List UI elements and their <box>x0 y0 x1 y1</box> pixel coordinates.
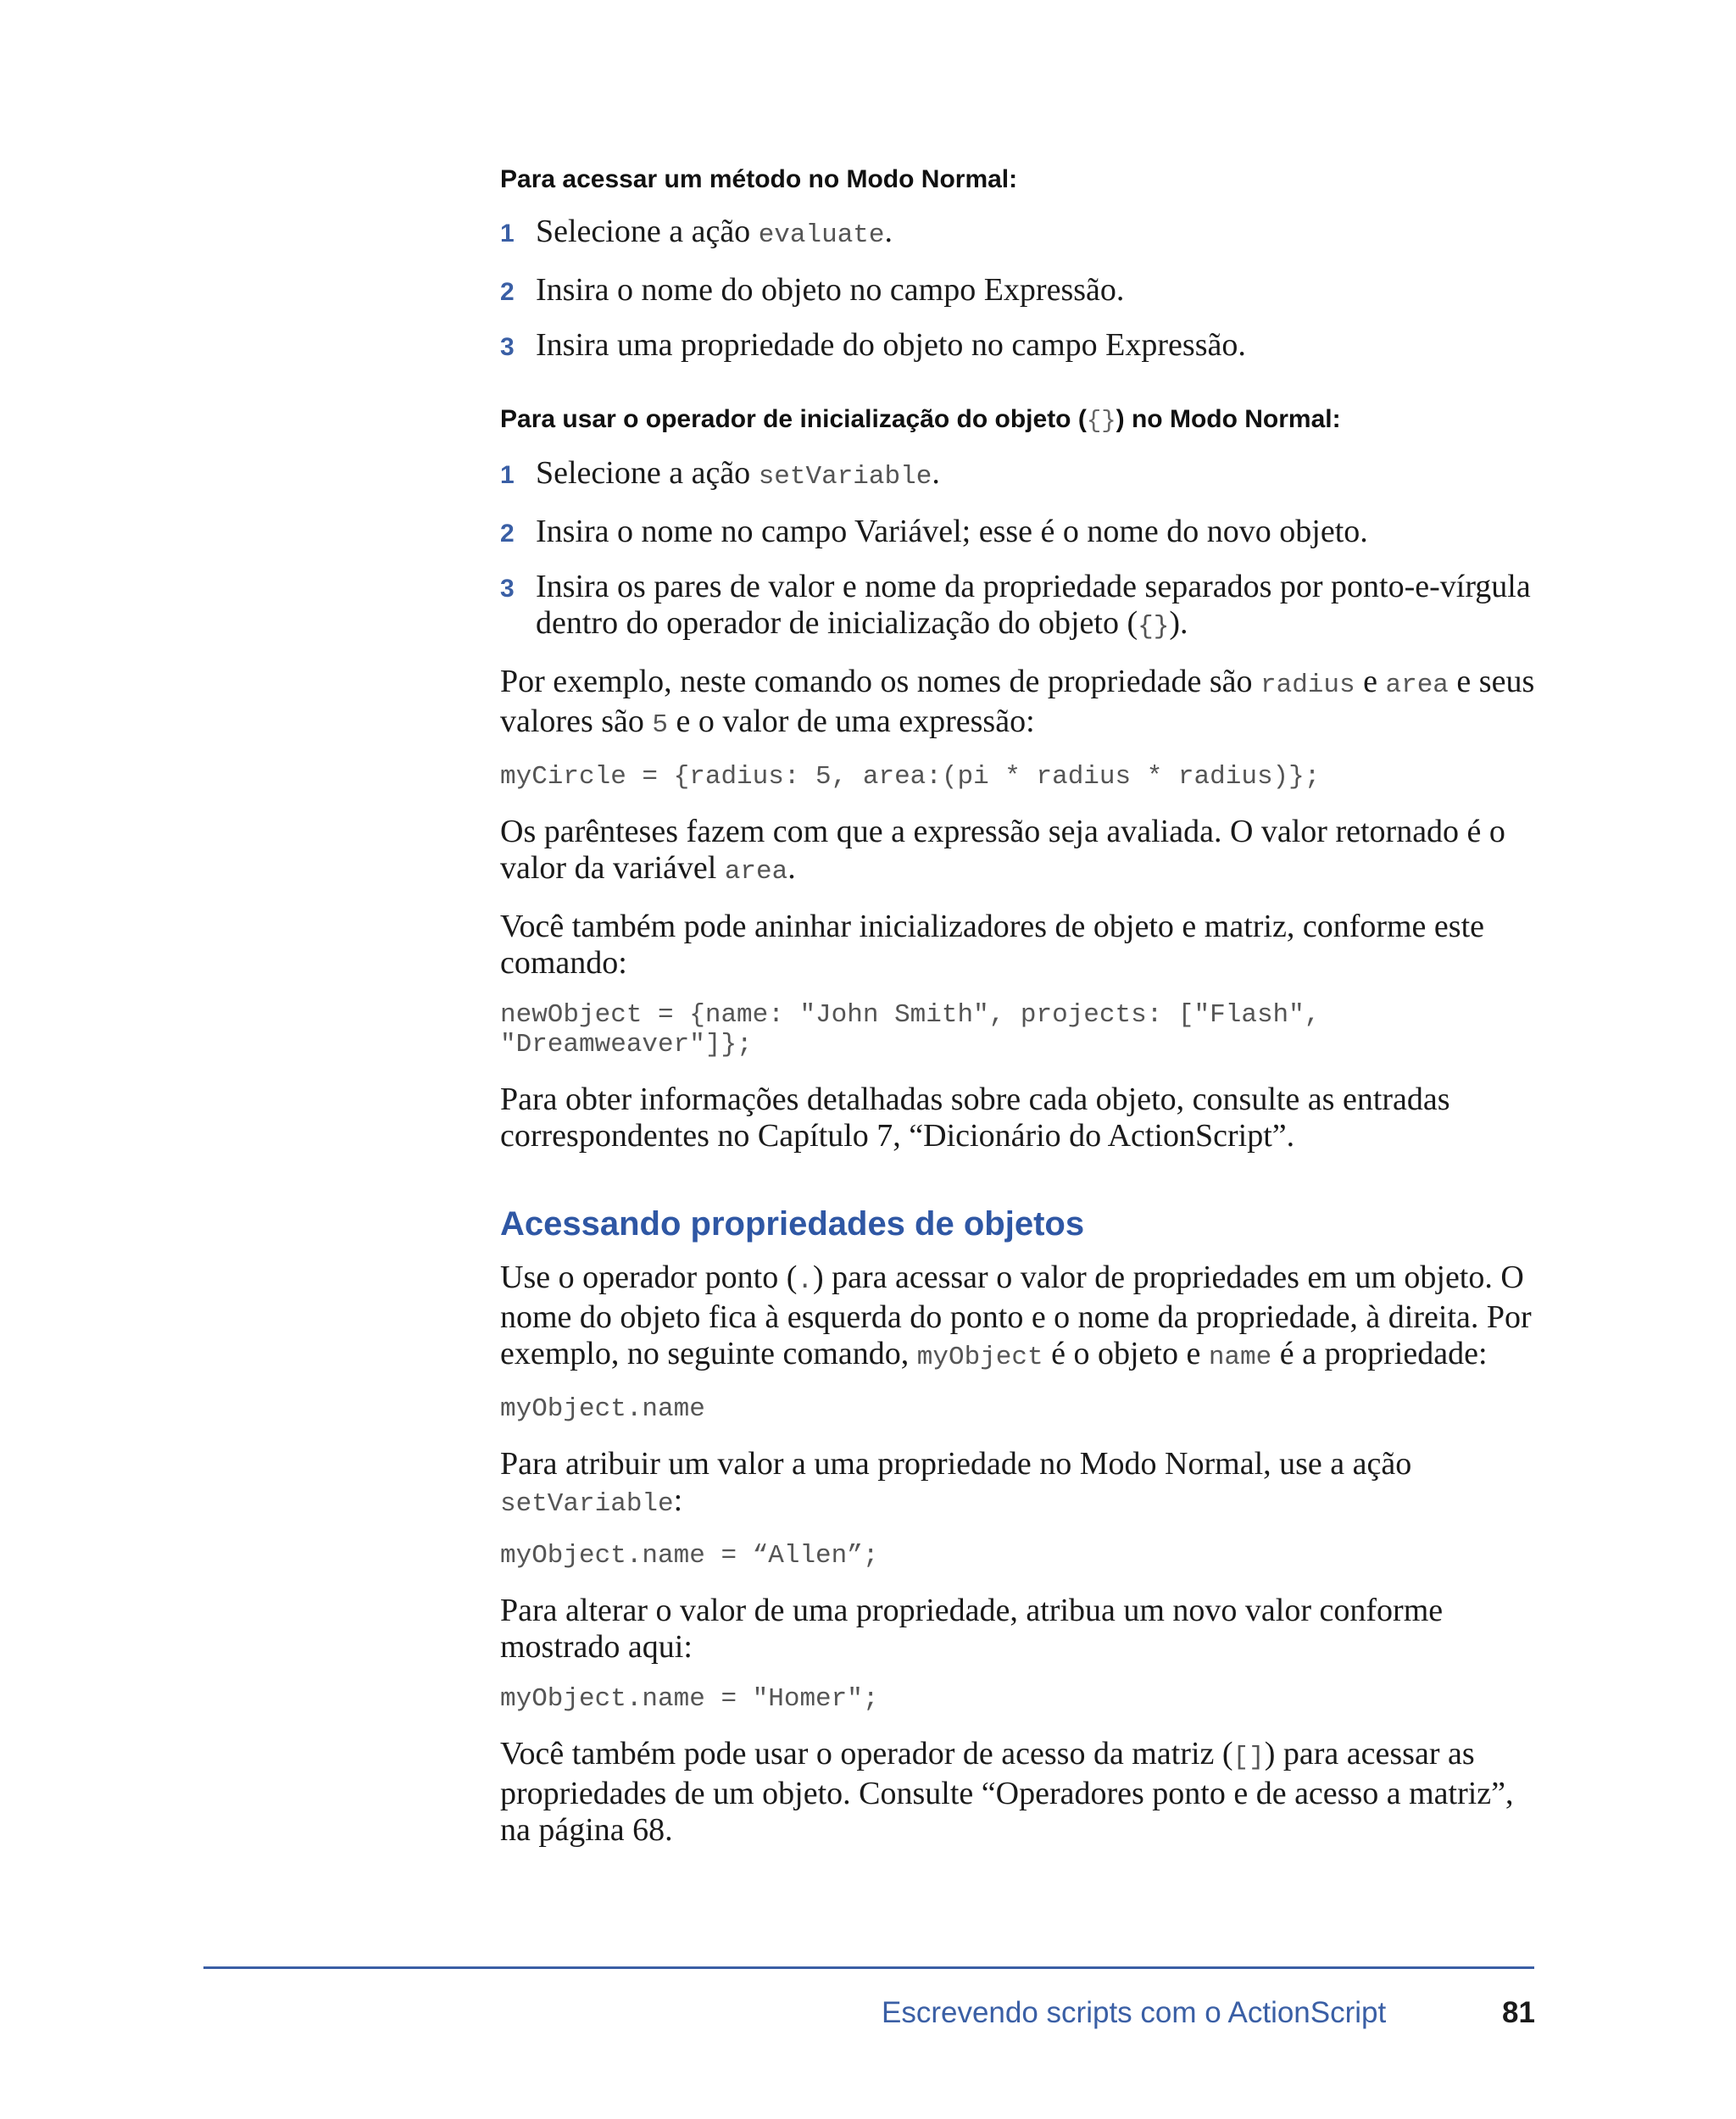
step-text: Insira uma propriedade do objeto no campo Expressão. <box>536 327 1246 363</box>
body-paragraph: Você também pode aninhar inicializadores de objeto e matriz, conforme este comando: <box>500 909 1485 981</box>
step-text-end: . <box>932 455 940 491</box>
inline-code: evaluate <box>758 220 885 250</box>
step-number: 1 <box>500 220 515 247</box>
step-text: Insira o nome do objeto no campo Expressão. <box>536 272 1125 308</box>
text-run: é a propriedade: <box>1271 1336 1488 1371</box>
step-item <box>500 569 1551 645</box>
procedure-steps-method <box>500 214 1551 364</box>
code-example: newObject = {name: "John Smith", projects: ["Flash", "Dreamweaver"]}; <box>500 1000 1336 1060</box>
step-text: Insira o nome no campo Variável; esse é o nome do novo objeto. <box>536 514 1368 549</box>
body-paragraph <box>500 1260 1551 1376</box>
inline-code: {} <box>1086 407 1116 435</box>
text-run: Você também pode usar o operador de acesso da matriz ( <box>500 1736 1233 1771</box>
text-run: e <box>1355 664 1386 699</box>
body-paragraph: Para obter informações detalhadas sobre cada objeto, consulte as entradas correspondentes no Capítulo 7, “Dicionário do ActionScript”. <box>500 1082 1450 1154</box>
inline-code: setVariable <box>500 1489 674 1519</box>
section-heading: Acessando propriedades de objetos <box>500 1205 1085 1243</box>
inline-code: setVariable <box>758 462 932 492</box>
text-run: é o objeto e <box>1043 1336 1209 1371</box>
step-text: Selecione a ação <box>536 455 759 491</box>
body-paragraph <box>500 814 1551 890</box>
step-number: 3 <box>500 575 515 603</box>
step-item <box>500 272 1551 309</box>
heading-text-end: ) no Modo Normal: <box>1116 405 1341 433</box>
body-paragraph <box>500 1736 1551 1849</box>
text-run: : <box>673 1482 683 1518</box>
text-run: Por exemplo, neste comando os nomes de propriedade são <box>500 664 1260 699</box>
text-run: Use o operador ponto ( <box>500 1260 798 1295</box>
page-content <box>500 163 1551 1867</box>
procedure-steps-initializer <box>500 455 1551 645</box>
code-example: myObject.name <box>500 1394 705 1424</box>
inline-code: radius <box>1260 670 1355 700</box>
body-paragraph <box>500 664 1551 743</box>
body-paragraph: Para alterar o valor de uma propriedade, atribua um novo valor conforme mostrado aqui: <box>500 1593 1444 1665</box>
page-number: 81 <box>1502 1996 1535 2029</box>
step-number: 3 <box>500 333 515 361</box>
text-run: Os parênteses fazem com que a expressão seja avaliada. O valor retornado é o valor da variável <box>500 814 1505 886</box>
inline-code: area <box>724 857 788 887</box>
inline-code: name <box>1208 1343 1272 1372</box>
step-text: Selecione a ação <box>536 214 759 249</box>
inline-code: [] <box>1232 1743 1265 1772</box>
step-number: 2 <box>500 520 515 548</box>
step-item <box>500 214 1551 253</box>
step-text: Insira os pares de valor e nome da propriedade separados por ponto-e-vírgula dentro do operador de inicialização do objeto ( <box>536 569 1531 641</box>
code-example: myObject.name = “Allen”; <box>500 1541 879 1571</box>
inline-code: . <box>797 1266 813 1296</box>
step-text-end: . <box>884 214 893 249</box>
step-item <box>500 455 1551 495</box>
step-text-end: ). <box>1169 605 1188 641</box>
text-run: ) para acessar as propriedades de um objeto. Consulte “Operadores ponto e de acesso a matriz”, na página 68. <box>500 1736 1514 1848</box>
footer-chapter-title: Escrevendo scripts com o ActionScript <box>882 1996 1387 2029</box>
code-example: myCircle = {radius: 5, area:(pi * radius * radius)}; <box>500 762 1321 792</box>
text-run: e o valor de uma expressão: <box>668 704 1035 739</box>
inline-code: myObject <box>916 1343 1043 1372</box>
inline-code: 5 <box>652 710 668 740</box>
step-number: 2 <box>500 278 515 306</box>
procedure-heading-method: Para acessar um método no Modo Normal: <box>500 165 1018 193</box>
step-item <box>500 327 1551 364</box>
inline-code: area <box>1385 670 1449 700</box>
text-run: e seus valores são <box>500 664 1535 739</box>
text-run: . <box>787 850 796 886</box>
body-paragraph <box>500 1446 1551 1522</box>
text-run: ) para acessar o valor de propriedades em um objeto. O nome do objeto fica à esquerda do ponto e o nome da propriedade, à direita. Por exemplo, no seguinte comando, <box>500 1260 1532 1371</box>
footer-divider <box>203 1966 1534 1969</box>
step-item <box>500 514 1551 550</box>
code-example: myObject.name = "Homer"; <box>500 1684 879 1714</box>
heading-text: Para usar o operador de inicialização do objeto ( <box>500 405 1087 433</box>
text-run: Para atribuir um valor a uma propriedade no Modo Normal, use a ação <box>500 1446 1412 1482</box>
procedure-heading-initializer <box>500 403 1551 438</box>
step-number: 1 <box>500 461 515 489</box>
inline-code: {} <box>1138 612 1170 642</box>
